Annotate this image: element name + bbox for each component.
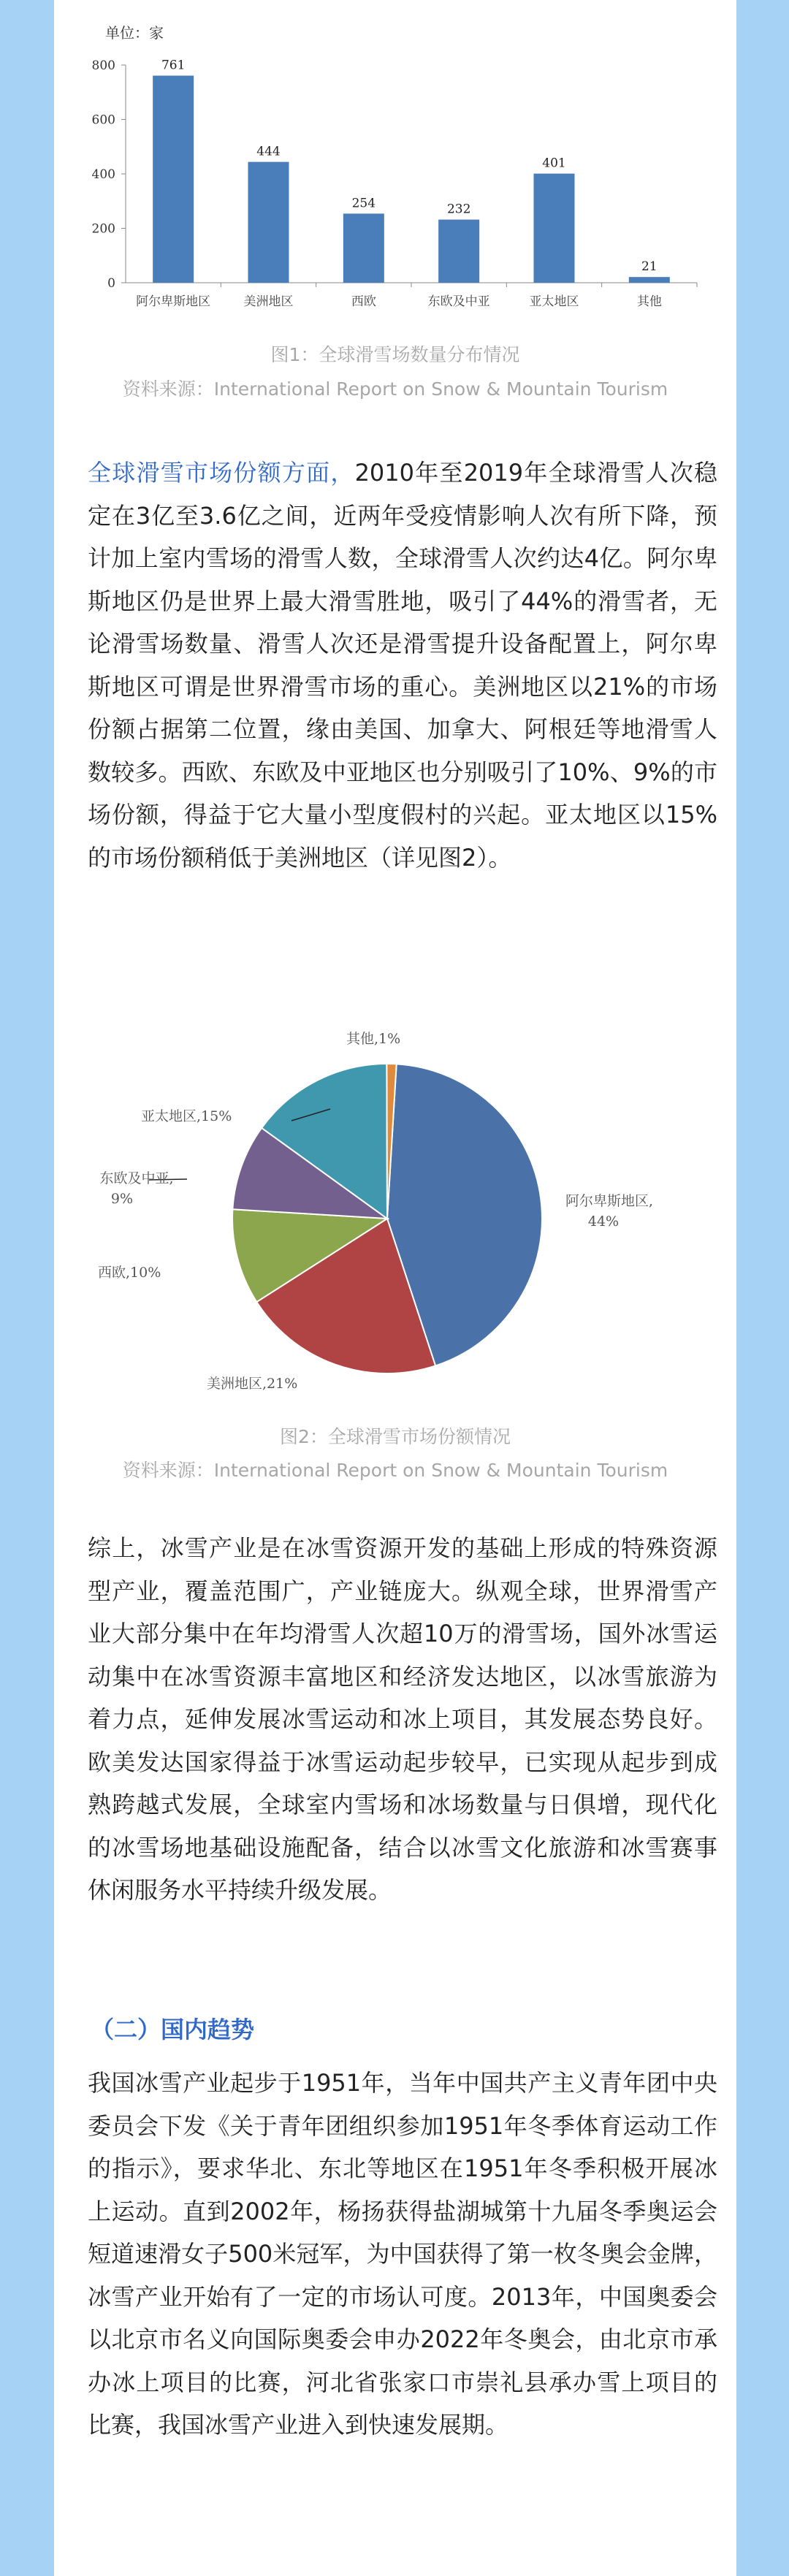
y-tick-label: 600 xyxy=(91,113,115,128)
x-category-label: 阿尔卑斯地区 xyxy=(136,294,211,309)
pie-chart xyxy=(54,1008,736,1410)
y-tick-label: 200 xyxy=(91,221,115,237)
bar xyxy=(629,277,670,283)
bar-chart-unit-label: 单位：家 xyxy=(105,24,164,42)
pie-slice-pct-label: 44% xyxy=(587,1213,620,1230)
bar-value-label: 401 xyxy=(542,156,566,171)
summary-paragraph: 综上，冰雪产业是在冰雪资源开发的基础上形成的特殊资源型产业，覆盖范围广，产业链庞大。纵观全球，世界滑雪产业大部分集中在年均滑雪人次超10万的滑雪场，国外冰雪运动集中在冰雪资源丰富地区和经济发达地区，以冰雪旅游为着力点，延伸发展冰雪运动和冰上项目，其发展态势良好。欧美发达国家得益于冰雪运动起步较早，已实现从起步到成熟跨越式发展，全球室内雪场和冰场数量与日俱增，现代化的冰雪场地基础设施配备，结合以冰雪文化旅游和冰雪赛事休闲服务水平持续升级发展。 xyxy=(88,1534,717,1904)
pie-slice-label: 美洲地区,21% xyxy=(207,1376,298,1392)
x-category-label: 其他 xyxy=(636,294,662,309)
x-category-label: 亚太地区 xyxy=(529,294,579,309)
bar-value-label: 21 xyxy=(641,259,658,275)
bar xyxy=(343,213,384,283)
pie-slice-label: 亚太地区,15% xyxy=(141,1108,232,1124)
y-tick-label: 800 xyxy=(91,58,115,73)
figure1-source: 资料来源：International Report on Snow & Mountain Tourism xyxy=(122,378,668,400)
pie-slice-label: 西欧,10% xyxy=(98,1265,161,1281)
bar-value-label: 761 xyxy=(161,58,186,73)
figure2-caption: 图2：全球滑雪市场份额情况 xyxy=(280,1426,511,1447)
paragraph-lead: 全球滑雪市场份额方面， xyxy=(88,459,355,487)
y-tick-label: 0 xyxy=(107,276,115,291)
pie-slice-pct-label: 9% xyxy=(110,1191,134,1207)
bar-chart xyxy=(54,0,736,321)
y-tick-label: 400 xyxy=(91,167,115,182)
domestic-trend-paragraph: 我国冰雪产业起步于1951年，当年中国共产主义青年团中央委员会下发《关于青年团组织参加1951年冬季体育运动工作的指示》，要求华北、东北等地区在1951年冬季积极开展冰上运动。直到2002年，杨扬获得盐湖城第十九届冬季奥运会短道速滑女子500米冠军，为中国获得了第一枚冬奥会金牌，冰雪产业开始有了一定的市场认可度。2013年，中国奥委会以北京市名义向国际奥委会申办2022年冬奥会，由北京市承办冰上项目的比赛，河北省张家口市崇礼县承办雪上项目的比赛，我国冰雪产业进入到快速发展期。 xyxy=(88,2069,717,2439)
bar-value-label: 444 xyxy=(256,144,281,159)
bar-value-label: 254 xyxy=(351,196,376,211)
pie-slice-label: 阿尔卑斯地区, xyxy=(565,1193,654,1209)
section-heading-domestic-trends: （二）国内趋势 xyxy=(91,2016,255,2043)
bar xyxy=(534,174,575,283)
pie-slice-label: 东欧及中亚, xyxy=(99,1170,174,1186)
x-category-label: 西欧 xyxy=(351,294,376,309)
market-share-paragraph xyxy=(88,451,717,879)
article-card xyxy=(54,0,736,2576)
figure2-source: 资料来源：International Report on Snow & Mountain Tourism xyxy=(122,1460,668,1481)
bar xyxy=(438,220,479,283)
paragraph-body: 2010年至2019年全球滑雪人次稳定在3亿至3.6亿之间，近两年受疫情影响人次有所下降，预计加上室内雪场的滑雪人数，全球滑雪人次约达4亿。阿尔卑斯地区仍是世界上最大滑雪胜地，吸引了44%的滑雪者，无论滑雪场数量、滑雪人次还是滑雪提升设备配置上，阿尔卑斯地区可谓是世界滑雪市场的重心。美洲地区以21%的市场份额占据第二位置，缘由美国、加拿大、阿根廷等地滑雪人数较多。西欧、东欧及中亚地区也分别吸引了10%、9%的市场份额，得益于它大量小型度假村的兴起。亚太地区以15%的市场份额稍低于美洲地区（详见图2）。 xyxy=(88,459,717,872)
figure1-caption: 图1：全球滑雪场数量分布情况 xyxy=(270,344,520,365)
pie-slice-label: 其他,1% xyxy=(346,1031,401,1047)
pie-chart-figure xyxy=(54,1008,736,1410)
bar-value-label: 232 xyxy=(446,202,471,217)
bar xyxy=(153,76,194,283)
x-category-label: 美洲地区 xyxy=(243,294,294,309)
bar-chart-figure xyxy=(54,0,736,321)
x-category-label: 东欧及中亚 xyxy=(427,294,490,309)
bar xyxy=(248,162,289,283)
